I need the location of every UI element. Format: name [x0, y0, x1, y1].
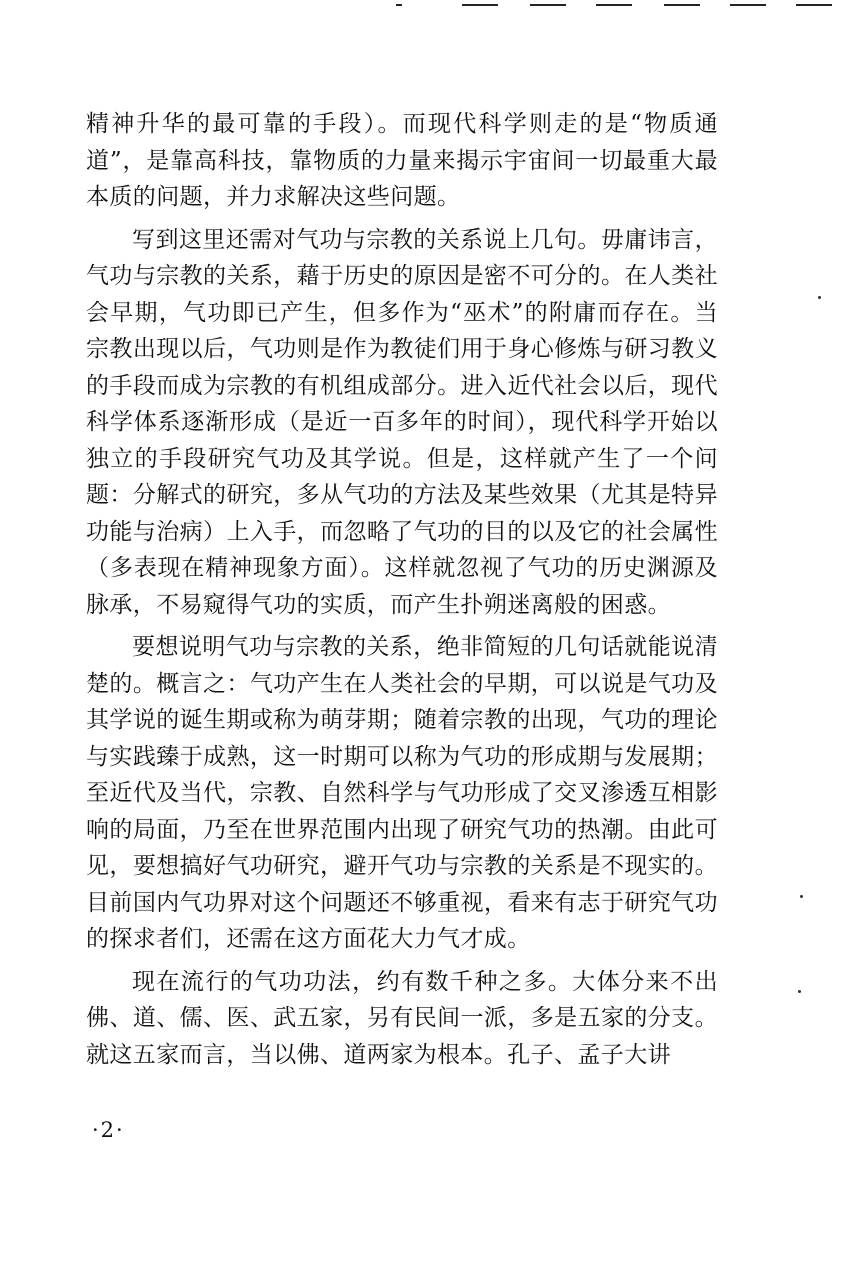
top-edge-mark	[796, 4, 832, 6]
page-number: ·2·	[92, 1118, 125, 1142]
paragraph: 现在流行的气功功法，约有数千种之多。大体分来不出佛、道、儒、医、武五家，另有民间一派，多是五家的分支。就这五家而言，当以佛、道两家为根本。孔子、孟子大讲	[86, 968, 718, 1068]
paragraph-continued: 精神升华的最可靠的手段）。而现代科学则走的是“物质通道”，是靠高科技，靠物质的力量来揭示宇宙间一切最重大最本质的问题，并力求解决这些问题。	[86, 111, 718, 210]
scan-speck	[800, 895, 803, 898]
top-edge-mark	[730, 4, 766, 6]
page-body	[86, 106, 718, 1073]
scan-speck	[818, 296, 821, 299]
top-edge-mark	[462, 4, 498, 6]
paragraph: 写到这里还需对气功与宗教的关系说上几句。毋庸讳言，气功与宗教的关系，藉于历史的原因是密不可分的。在人类社会早期，气功即已产生，但多作为“巫术”的附庸而存在。当宗教出现以后，气功则是作为教徒们用于身心修炼与研习教义的手段而成为宗教的有机组成部分。进入近代社会以后，现代科学体系逐渐形成（是近一百多年的时间），现代科学开始以独立的手段研究气功及其学说。但是，这样就产生了一个问题：分解式的研究，多从气功的方法及某些效果（尤其是特异功能与治病）上入手，而忽略了气功的目的以及它的社会属性（多表现在精神现象方面）。这样就忽视了气功的历史渊源及脉承，不易窥得气功的实质，而产生扑朔迷离般的困惑。	[86, 226, 718, 618]
top-edge-mark	[596, 4, 632, 6]
top-edge-marks	[0, 0, 844, 12]
scan-speck	[798, 990, 801, 993]
top-edge-mark	[396, 4, 402, 6]
paragraph: 要想说明气功与宗教的关系，绝非简短的几句话就能说清楚的。概言之：气功产生在人类社会的早期，可以说是气功及其学说的诞生期或称为萌芽期；随着宗教的出现，气功的理论与实践臻于成熟，这一时期可以称为气功的形成期与发展期；至近代及当代，宗教、自然科学与气功形成了交叉渗透互相影响的局面，乃至在世界范围内出现了研究气功的热潮。由此可见，要想搞好气功研究，避开气功与宗教的关系是不现实的。目前国内气功界对这个问题还不够重视，看来有志于研究气功的探求者们，还需在这方面花大力气才成。	[86, 634, 718, 952]
top-edge-mark	[530, 4, 566, 6]
top-edge-mark	[664, 4, 700, 6]
